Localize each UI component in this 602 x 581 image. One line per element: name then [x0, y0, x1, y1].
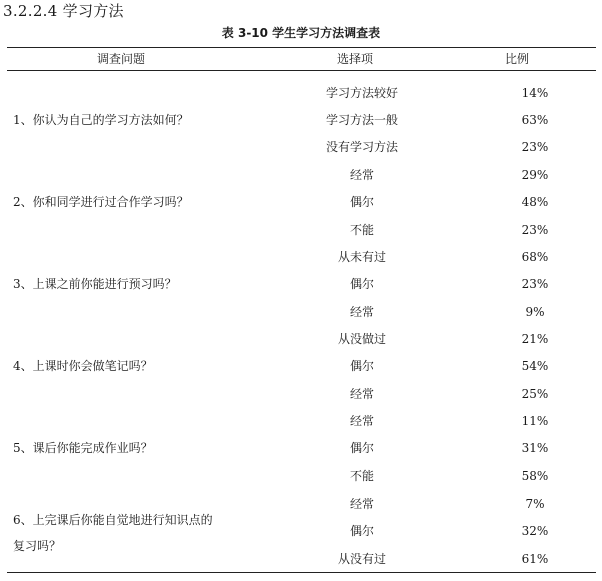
option-4-2: 偶尔 — [349, 359, 374, 373]
ratio-2-1: 29% — [521, 168, 549, 182]
table-caption: 表 3-10 学生学习方法调查表 — [221, 26, 381, 40]
ratio-5-2: 31% — [521, 441, 549, 455]
option-2-1: 经常 — [349, 168, 374, 182]
ratio-4-1: 21% — [521, 332, 549, 346]
question-6-line-1: 6、上完课后你能自觉地进行知识点的 — [13, 513, 213, 527]
header-ratio: 比例 — [505, 52, 530, 66]
ratio-4-3: 25% — [521, 387, 549, 401]
ratio-6-2: 32% — [521, 524, 549, 538]
question-6 — [13, 507, 213, 559]
question-6-line-2: 复习吗？ — [13, 539, 62, 553]
ratio-6-3: 61% — [521, 552, 549, 566]
ratio-2-3: 23% — [521, 223, 549, 237]
table-header-rule — [7, 70, 596, 71]
ratio-4-2: 54% — [521, 359, 549, 373]
option-6-1: 经常 — [349, 497, 374, 511]
option-5-3: 不能 — [349, 469, 374, 483]
question-5: 5、课后你能完成作业吗？ — [13, 441, 153, 455]
option-5-2: 偶尔 — [349, 441, 374, 455]
option-1-1: 学习方法较好 — [325, 86, 398, 100]
ratio-1-2: 63% — [521, 113, 549, 127]
ratio-3-1: 68% — [521, 250, 549, 264]
ratio-5-3: 58% — [521, 469, 549, 483]
option-6-3: 从没有过 — [337, 552, 386, 566]
option-4-1: 从没做过 — [337, 332, 386, 346]
ratio-1-3: 23% — [521, 140, 549, 154]
question-1: 1、你认为自己的学习方法如何？ — [13, 113, 189, 127]
option-6-2: 偶尔 — [349, 524, 374, 538]
option-1-2: 学习方法一般 — [325, 113, 398, 127]
option-4-3: 经常 — [349, 387, 374, 401]
option-3-1: 从未有过 — [337, 250, 386, 264]
table-bottom-rule — [7, 572, 596, 573]
question-3: 3、上课之前你能进行预习吗？ — [13, 277, 177, 291]
option-1-3: 没有学习方法 — [325, 140, 398, 154]
option-5-1: 经常 — [349, 414, 374, 428]
option-2-2: 偶尔 — [349, 195, 374, 209]
option-3-2: 偶尔 — [349, 277, 374, 291]
ratio-6-1: 7% — [525, 497, 545, 511]
question-4: 4、上课时你会做笔记吗？ — [13, 359, 153, 373]
header-option: 选择项 — [337, 52, 374, 66]
ratio-2-2: 48% — [521, 195, 549, 209]
section-heading: 3.2.2.4 学习方法 — [3, 2, 124, 20]
ratio-3-2: 23% — [521, 277, 549, 291]
header-question: 调查问题 — [97, 52, 146, 66]
ratio-5-1: 11% — [521, 414, 549, 428]
ratio-1-1: 14% — [521, 86, 549, 100]
option-3-3: 经常 — [349, 305, 374, 319]
question-2: 2、你和同学进行过合作学习吗？ — [13, 195, 189, 209]
table-top-rule — [7, 47, 596, 48]
option-2-3: 不能 — [349, 223, 374, 237]
ratio-3-3: 9% — [525, 305, 545, 319]
